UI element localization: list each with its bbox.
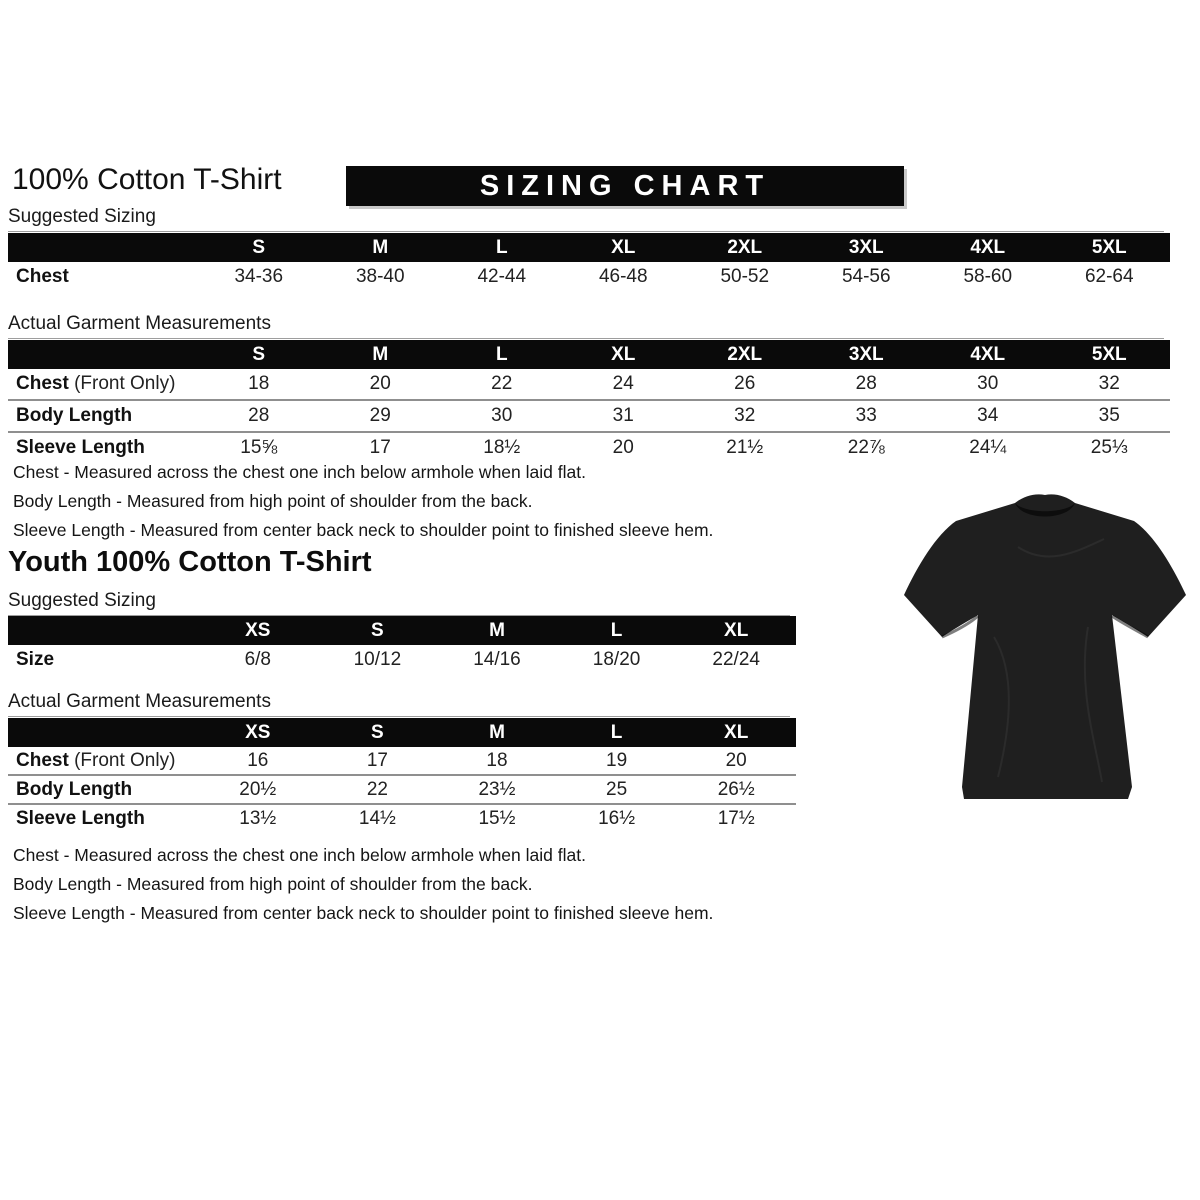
size-header: 2XL — [684, 340, 806, 369]
size-header: XL — [676, 616, 796, 645]
value-cell: 50-52 — [720, 266, 770, 287]
value-cell: 25 — [557, 775, 677, 804]
row-label — [8, 369, 198, 400]
value-cell: 18 — [486, 749, 508, 771]
size-header: M — [320, 340, 442, 369]
size-header: L — [557, 718, 677, 747]
size-header: M — [437, 718, 557, 747]
row-label-text: Size — [16, 649, 55, 670]
youth-suggested-sizing-label: Suggested Sizing — [8, 590, 790, 616]
row-label-text: Chest — [16, 266, 69, 287]
row-label-text: Chest — [16, 373, 69, 394]
table-row — [8, 262, 1170, 292]
size-header: 4XL — [927, 233, 1049, 262]
size-header: S — [198, 340, 320, 369]
value-cell: 20 — [725, 749, 747, 771]
value-cell: 16 — [247, 749, 269, 771]
size-header: L — [557, 616, 677, 645]
adult-suggested-sizing-table — [8, 233, 1170, 292]
size-header: 4XL — [927, 340, 1049, 369]
black-tshirt-image — [898, 483, 1192, 813]
table-row-chest — [8, 747, 796, 775]
youth-suggested-sizing-table — [8, 616, 796, 675]
value-cell: 34-36 — [234, 266, 284, 287]
size-header: XL — [676, 718, 796, 747]
value-cell: 22 — [491, 373, 513, 394]
size-header: 3XL — [806, 233, 928, 262]
row-label-text: Body Length — [16, 778, 133, 800]
value-cell: 22⅞ — [806, 432, 928, 463]
value-cell: 24¼ — [927, 432, 1049, 463]
row-label — [8, 645, 198, 675]
size-header: XL — [563, 233, 685, 262]
value-cell: 38-40 — [355, 266, 405, 287]
row-label-text: Sleeve Length — [16, 807, 145, 829]
size-header: 2XL — [684, 233, 806, 262]
size-header: M — [320, 233, 442, 262]
value-cell: 17 — [320, 432, 442, 463]
value-cell: 34 — [927, 400, 1049, 432]
row-label-text: Chest — [16, 749, 69, 771]
size-header: L — [441, 233, 563, 262]
youth-actual-measurements-label: Actual Garment Measurements — [8, 691, 790, 717]
value-cell: 20½ — [198, 775, 318, 804]
size-header: 5XL — [1049, 233, 1171, 262]
value-cell: 28 — [855, 373, 877, 394]
row-label-suffix: (Front Only) — [74, 749, 176, 771]
value-cell: 31 — [563, 400, 685, 432]
value-cell: 28 — [198, 400, 320, 432]
size-header: M — [437, 616, 557, 645]
row-label — [8, 775, 198, 804]
row-label — [8, 262, 198, 292]
table-row-body-length — [8, 775, 796, 804]
size-header: XL — [563, 340, 685, 369]
tshirt-body-shape — [904, 494, 1186, 799]
size-header: S — [198, 233, 320, 262]
value-cell: 15⅝ — [198, 432, 320, 463]
value-cell: 14½ — [318, 804, 438, 832]
table-header-row — [8, 233, 1170, 262]
size-header: S — [318, 718, 438, 747]
row-label-suffix: (Front Only) — [74, 373, 176, 394]
row-label — [8, 400, 198, 432]
value-cell: 13½ — [198, 804, 318, 832]
value-cell: 20 — [563, 432, 685, 463]
row-label — [8, 804, 198, 832]
value-cell: 32 — [684, 400, 806, 432]
value-cell: 17½ — [676, 804, 796, 832]
value-cell: 18½ — [441, 432, 563, 463]
value-cell: 33 — [806, 400, 928, 432]
row-label-text: Body Length — [16, 405, 133, 426]
value-cell: 29 — [320, 400, 442, 432]
empty-header-cell — [8, 233, 198, 262]
value-cell: 21½ — [684, 432, 806, 463]
value-cell: 22 — [318, 775, 438, 804]
value-cell: 42-44 — [477, 266, 527, 287]
note-sleeve-length: Sleeve Length - Measured from center back neck to shoulder point to finished sleeve hem. — [13, 520, 714, 540]
value-cell: 58-60 — [963, 266, 1013, 287]
value-cell: 19 — [606, 749, 628, 771]
table-row-body-length — [8, 400, 1170, 432]
size-header: 5XL — [1049, 340, 1171, 369]
value-cell: 10/12 — [353, 649, 402, 670]
value-cell: 62-64 — [1084, 266, 1134, 287]
size-header: L — [441, 340, 563, 369]
value-cell: 23½ — [437, 775, 557, 804]
value-cell: 35 — [1049, 400, 1171, 432]
adult-measurement-notes — [13, 458, 833, 545]
table-header-row — [8, 616, 796, 645]
table-header-row — [8, 340, 1170, 369]
value-cell: 15½ — [437, 804, 557, 832]
value-cell: 25⅓ — [1049, 432, 1171, 463]
value-cell: 16½ — [557, 804, 677, 832]
value-cell: 18/20 — [592, 649, 641, 670]
value-cell: 46-48 — [598, 266, 648, 287]
value-cell: 14/16 — [473, 649, 521, 670]
value-cell: 30 — [977, 373, 999, 394]
note-chest: Chest - Measured across the chest one inch below armhole when laid flat. — [13, 845, 586, 865]
empty-header-cell — [8, 718, 198, 747]
value-cell: 32 — [1098, 373, 1120, 394]
empty-header-cell — [8, 616, 198, 645]
size-header: S — [318, 616, 438, 645]
value-cell: 20 — [369, 373, 391, 394]
value-cell: 6/8 — [244, 649, 271, 670]
size-header: XS — [198, 616, 318, 645]
size-header: 3XL — [806, 340, 928, 369]
value-cell: 54-56 — [841, 266, 891, 287]
value-cell: 24 — [612, 373, 634, 394]
size-header: XS — [198, 718, 318, 747]
note-chest: Chest - Measured across the chest one inch below armhole when laid flat. — [13, 462, 586, 482]
row-label — [8, 747, 198, 775]
adult-suggested-sizing-label: Suggested Sizing — [8, 206, 1164, 232]
adult-actual-measurements-table — [8, 340, 1170, 463]
youth-actual-measurements-table — [8, 718, 796, 832]
row-label-text: Sleeve Length — [16, 437, 145, 458]
value-cell: 18 — [248, 373, 270, 394]
table-row-chest — [8, 369, 1170, 400]
note-body-length: Body Length - Measured from high point of shoulder from the back. — [13, 874, 533, 894]
youth-section-title: Youth 100% Cotton T-Shirt — [8, 546, 372, 578]
value-cell: 30 — [441, 400, 563, 432]
empty-header-cell — [8, 340, 198, 369]
note-body-length: Body Length - Measured from high point of shoulder from the back. — [13, 491, 533, 511]
youth-measurement-notes — [13, 841, 833, 928]
adult-actual-measurements-label: Actual Garment Measurements — [8, 313, 1164, 339]
table-row-sleeve-length — [8, 804, 796, 832]
value-cell: 26½ — [676, 775, 796, 804]
table-header-row — [8, 718, 796, 747]
value-cell: 26 — [734, 373, 756, 394]
sizing-chart-banner: SIZING CHART — [346, 166, 904, 206]
value-cell: 22/24 — [712, 649, 760, 670]
note-sleeve-length: Sleeve Length - Measured from center back neck to shoulder point to finished sleeve hem. — [13, 903, 714, 923]
value-cell: 17 — [366, 749, 388, 771]
page-title: 100% Cotton T-Shirt — [12, 163, 282, 196]
table-row-size — [8, 645, 796, 675]
